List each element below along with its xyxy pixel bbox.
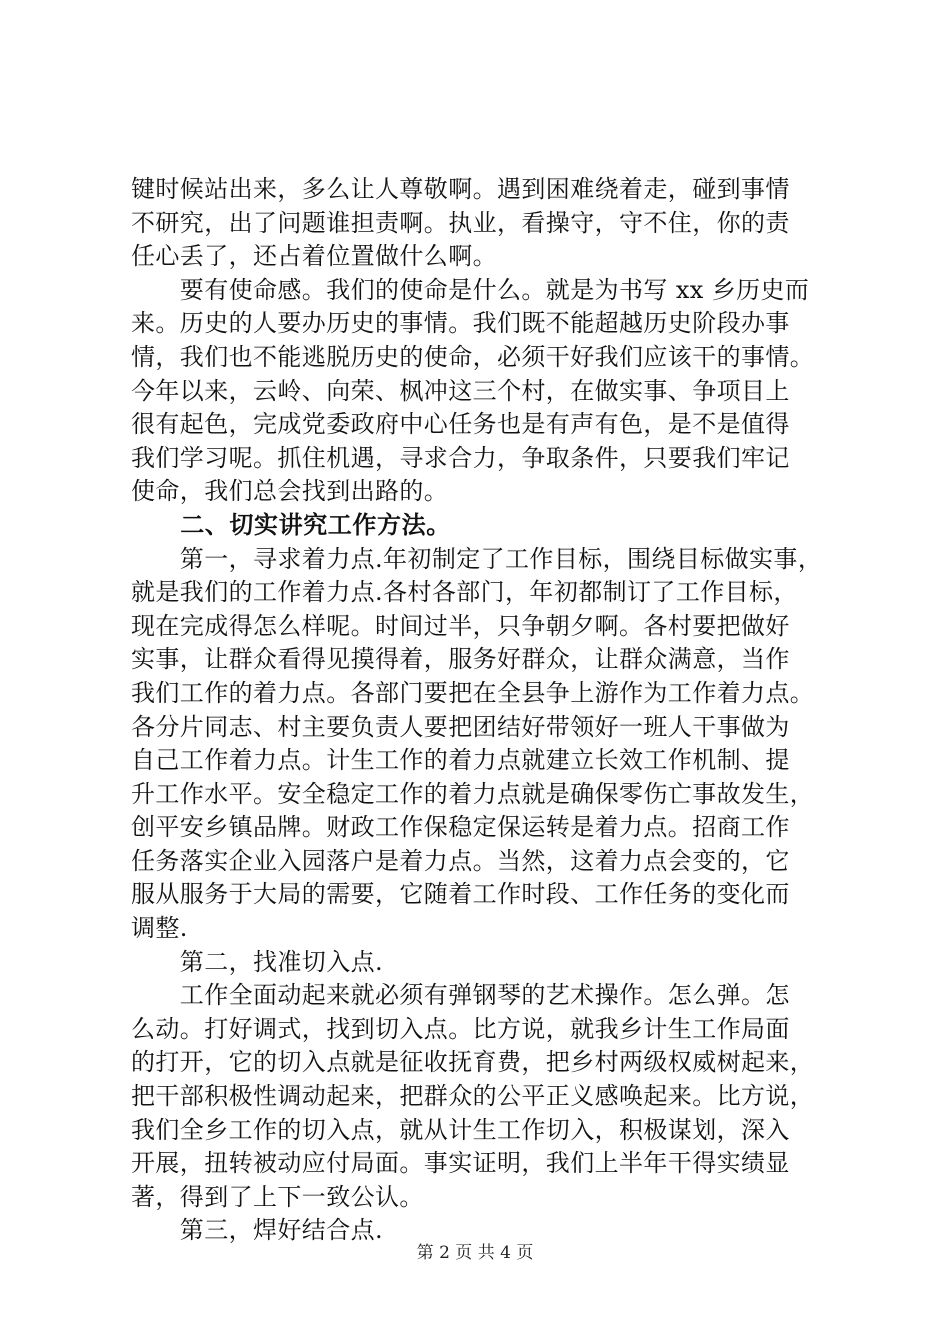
text-line: 升工作水平。安全稳定工作的着力点就是确保零伤亡事故发生， (131, 779, 815, 808)
text-line: 调整. (131, 914, 188, 943)
text-line: 任务落实企业入园落户是着力点。当然，这着力点会变的，它 (131, 846, 790, 875)
page-number-footer: 第 2 页 共 4 页 (416, 1243, 534, 1263)
text-line: 我们全乡工作的切入点，就从计生工作切入，积极谋划，深入 (131, 1115, 790, 1144)
text-line: 键时候站出来，多么让人尊敬啊。遇到困难绕着走，碰到事情 (131, 175, 790, 203)
text-line: 工作全面动起来就必须有弹钢琴的艺术操作。怎么弹。怎 (131, 981, 790, 1010)
text-line: 现在完成得怎么样呢。时间过半，只争朝夕啊。各村要把做好 (131, 611, 790, 640)
text-line: 情，我们也不能逃脱历史的使命，必须干好我们应该干的事情。 (131, 342, 815, 371)
text-line: 第三，焊好结合点. (131, 1216, 384, 1245)
text-line: 服从服务于大局的需要，它随着工作时段、工作任务的变化而 (131, 880, 790, 909)
text-line: 使命，我们总会找到出路的。 (131, 477, 449, 506)
text-line: 不研究，出了问题谁担责啊。执业，看操守，守不住，你的责 (131, 208, 790, 237)
text-line: 第二，找准切入点. (131, 947, 384, 976)
text-line: 著，得到了上下一致公认。 (131, 1182, 424, 1211)
text-line: 我们学习呢。抓住机遇，寻求合力，争取条件，只要我们牢记 (131, 443, 790, 472)
text-line: 自己工作着力点。计生工作的着力点就建立长效工作机制、提 (131, 746, 790, 775)
text-line: 的打开，它的切入点就是征收抚育费，把乡村两级权威树起来， (131, 1048, 815, 1077)
text-line: 开展，扭转被动应付局面。事实证明，我们上半年干得实绩显 (131, 1149, 790, 1178)
text-line: 我们工作的着力点。各部门要把在全县争上游作为工作着力点。 (131, 678, 815, 707)
text-line: 今年以来，云岭、向荣、枫冲这三个村，在做实事、争项目上 (131, 376, 790, 405)
text-line: 第一，寻求着力点.年初制定了工作目标，围绕目标做实事， (131, 544, 823, 573)
text-line: 很有起色，完成党委政府中心任务也是有声有色，是不是值得 (131, 410, 790, 439)
text-line: 来。历史的人要办历史的事情。我们既不能超越历史阶段办事 (131, 309, 790, 338)
text-line: 把干部积极性调动起来，把群众的公平正义感唤起来。比方说， (131, 1082, 815, 1111)
text-line: 实事，让群众看得见摸得着，服务好群众，让群众满意，当作 (131, 645, 790, 674)
section-heading: 二、切实讲究工作方法。 (131, 510, 451, 539)
text-line: 任心丢了，还占着位置做什么啊。 (131, 242, 497, 271)
text-line: 创平安乡镇品牌。财政工作保稳定保运转是着力点。招商工作 (131, 813, 790, 842)
text-line: 要有使命感。我们的使命是什么。就是为书写 xx 乡历史而 (131, 275, 810, 304)
text-line: 各分片同志、村主要负责人要把团结好带领好一班人干事做为 (131, 712, 790, 741)
text-line: 么动。打好调式，找到切入点。比方说，就我乡计生工作局面 (131, 1014, 790, 1043)
text-line: 就是我们的工作着力点.各村各部门，年初都制订了工作目标， (131, 578, 798, 607)
body-text (131, 173, 849, 1248)
